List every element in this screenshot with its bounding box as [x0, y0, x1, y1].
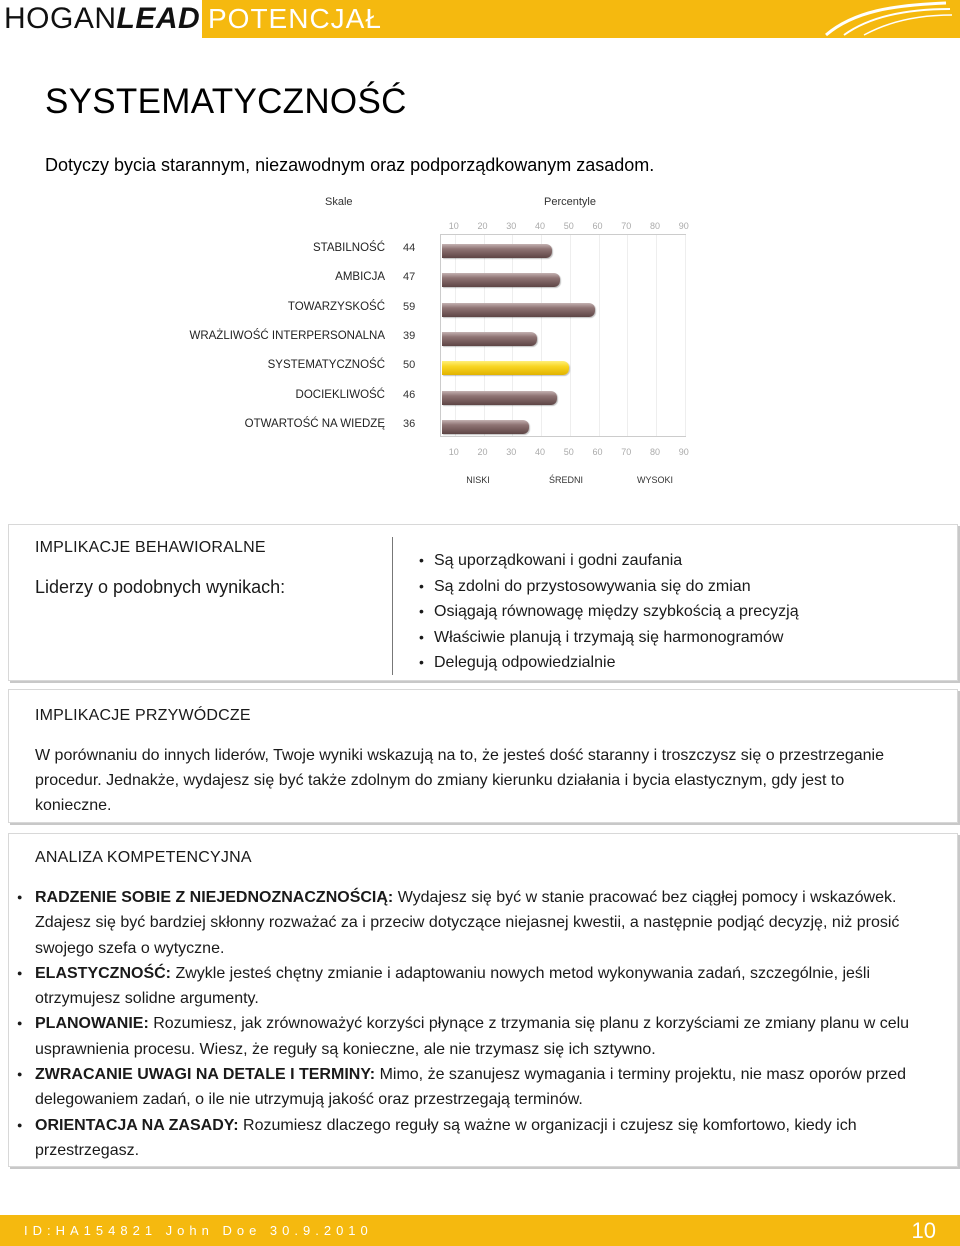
scale-label: WRAŻLIWOŚĆ INTERPERSONALNA [189, 329, 385, 342]
list-item [15, 1011, 920, 1062]
behavioral-implications-box [8, 524, 958, 681]
scale-label: OTWARTOŚĆ NA WIEDZĘ [244, 417, 385, 430]
tick-label-bottom: 90 [678, 447, 689, 457]
competency-text: Mimo, że szanujesz wymagania i terminy projektu, nie masz oporów przed delegowaniem zadań, o ile nie utrzymują jakość oraz przestrzegają terminów. [35, 1066, 907, 1109]
scale-label: STABILNOŚĆ [313, 242, 385, 254]
competency-term: ORIENTACJA NA ZASADY: [35, 1116, 239, 1134]
band-label: ŚREDNI [548, 475, 583, 485]
tick-label-top: 50 [563, 221, 574, 231]
tick-label-top: 10 [448, 221, 459, 231]
tick-label-top: 60 [592, 221, 603, 231]
gridline [599, 235, 600, 436]
behavioral-list [419, 548, 799, 676]
score-label: 46 [403, 388, 416, 401]
competency-term: PLANOWANIE: [35, 1015, 149, 1033]
competency-term: RADZENIE SOBIE Z NIEJEDNOZNACZNOŚCIĄ: [35, 889, 394, 906]
gridline [541, 235, 542, 436]
competency-text: Wydajesz się być w stanie pracować bez ciągłej pomocy i wskazówek. Zdajesz się być bardziej skłonny rozważać za i przeciw dotyczące niejasnej kwestii, a następnie podjąć decyzję, niż prosić swojego szefa o wytyczne. [35, 889, 900, 957]
scale-label: DOCIEKLIWOŚĆ [295, 388, 385, 401]
list-item [15, 1062, 920, 1113]
leadership-text: W porównaniu do innych liderów, Twoje wyniki wskazują na to, że jesteś dość staranny i troszczysz się o przestrzeganie procedur. Jednakże, wydajesz się być także zdolnym do zmiany kierunku działania i bycia elastycznym, gdy jest to konieczne. [35, 747, 884, 814]
brand-lead: LEAD [116, 2, 201, 35]
bar-0 [442, 244, 552, 258]
list-item [15, 961, 920, 1012]
competency-text: Rozumiesz dlaczego reguły są ważne w organizacji i czujesz się komfortowo, kiedy ich przestrzegasz. [35, 1116, 857, 1159]
score-label: 50 [403, 359, 416, 372]
competency-list [15, 885, 920, 1163]
list-item: • Są uporządkowani i godni zaufania [419, 548, 799, 574]
list-item [15, 885, 920, 961]
scale-label: SYSTEMATYCZNOŚĆ [267, 359, 385, 372]
list-item: • Delegują odpowiedzialnie [419, 650, 799, 676]
bar-2 [442, 303, 595, 317]
list-item: • Właściwie planują i trzymają się harmonogramów [419, 625, 799, 651]
chart-header-scales: Skale [325, 196, 353, 208]
scale-label: TOWARZYSKOŚĆ [287, 300, 385, 313]
bar-4 [442, 361, 569, 375]
tick-label-bottom: 20 [477, 447, 488, 457]
competency-term: ELASTYCZNOŚĆ: [35, 964, 171, 982]
tick-label-top: 80 [649, 221, 660, 231]
behavioral-subtitle: Liderzy o podobnych wynikach: [35, 577, 286, 597]
page-number: 10 [911, 1218, 936, 1243]
score-label: 36 [403, 417, 416, 430]
tick-label-bottom: 80 [649, 447, 660, 457]
divider [392, 537, 393, 675]
bar-1 [442, 273, 560, 287]
tick-label-bottom: 40 [534, 447, 545, 457]
tick-label-bottom: 10 [448, 447, 459, 457]
score-label: 59 [403, 300, 416, 313]
tick-label-bottom: 70 [621, 447, 632, 457]
gridline [570, 235, 571, 436]
footer-id: ID:HA154821 John Doe 30.9.2010 [24, 1223, 373, 1238]
bar-5 [442, 391, 557, 405]
competency-text: Zwykle jesteś chętny zmianie i adaptowaniu nowych metod wykonywania zadań, szczególnie, jeśli otrzymujesz solidne argumenty. [35, 964, 871, 1008]
tick-label-bottom: 60 [592, 447, 603, 457]
tick-label-top: 20 [477, 221, 488, 231]
competency-term: ZWRACANIE UWAGI NA DETALE I TERMINY: [35, 1066, 376, 1084]
competency-analysis-box [8, 833, 958, 1167]
scale-label: AMBICJA [335, 271, 385, 284]
bar-6 [442, 420, 529, 434]
tick-label-bottom: 30 [506, 447, 517, 457]
leadership-implications-box [8, 689, 958, 823]
leadership-title: IMPLIKACJE PRZYWÓDCZE [35, 707, 251, 724]
gridline [685, 235, 686, 436]
page-title: SYSTEMATYCZNOŚĆ [45, 82, 407, 121]
list-item [15, 1113, 920, 1164]
score-label: 44 [403, 242, 416, 254]
tick-label-top: 40 [534, 221, 545, 231]
hogan-swoosh-icon [814, 1, 954, 37]
brand-hogan: HOGAN [4, 2, 117, 35]
chart-header-percentiles: Percentyle [544, 196, 596, 208]
competency-title: ANALIZA KOMPETENCYJNA [35, 849, 252, 866]
list-item: • Osiągają równowagę między szybkością a precyzją [419, 599, 799, 625]
score-label: 39 [403, 329, 416, 342]
gridline [627, 235, 628, 436]
band-label: NISKI [466, 475, 490, 485]
tick-label-top: 90 [678, 221, 689, 231]
competency-text: Rozumiesz, jak zrównoważyć korzyści płynące z trzymania się planu z korzyściami ze zmiany planu w celu usprawnienia procesu. Wiesz, że reguły są konieczne, ale nie trzymasz się ich sztywno. [35, 1015, 910, 1058]
intro-text: Dotyczy bycia starannym, niezawodnym oraz podporządkowanym zasadom. [45, 155, 655, 175]
tick-label-top: 70 [621, 221, 632, 231]
score-label: 47 [403, 271, 416, 284]
tick-label-top: 30 [506, 221, 517, 231]
list-item: • Są zdolni do przystosowywania się do zmian [419, 574, 799, 600]
brand-logo-text [0, 0, 200, 38]
band-label: WYSOKI [636, 475, 673, 485]
product-title: POTENCJAŁ [208, 3, 382, 34]
gridline [656, 235, 657, 436]
bar-3 [442, 332, 537, 346]
behavioral-title: IMPLIKACJE BEHAWIORALNE [35, 539, 266, 556]
tick-label-bottom: 50 [563, 447, 574, 457]
